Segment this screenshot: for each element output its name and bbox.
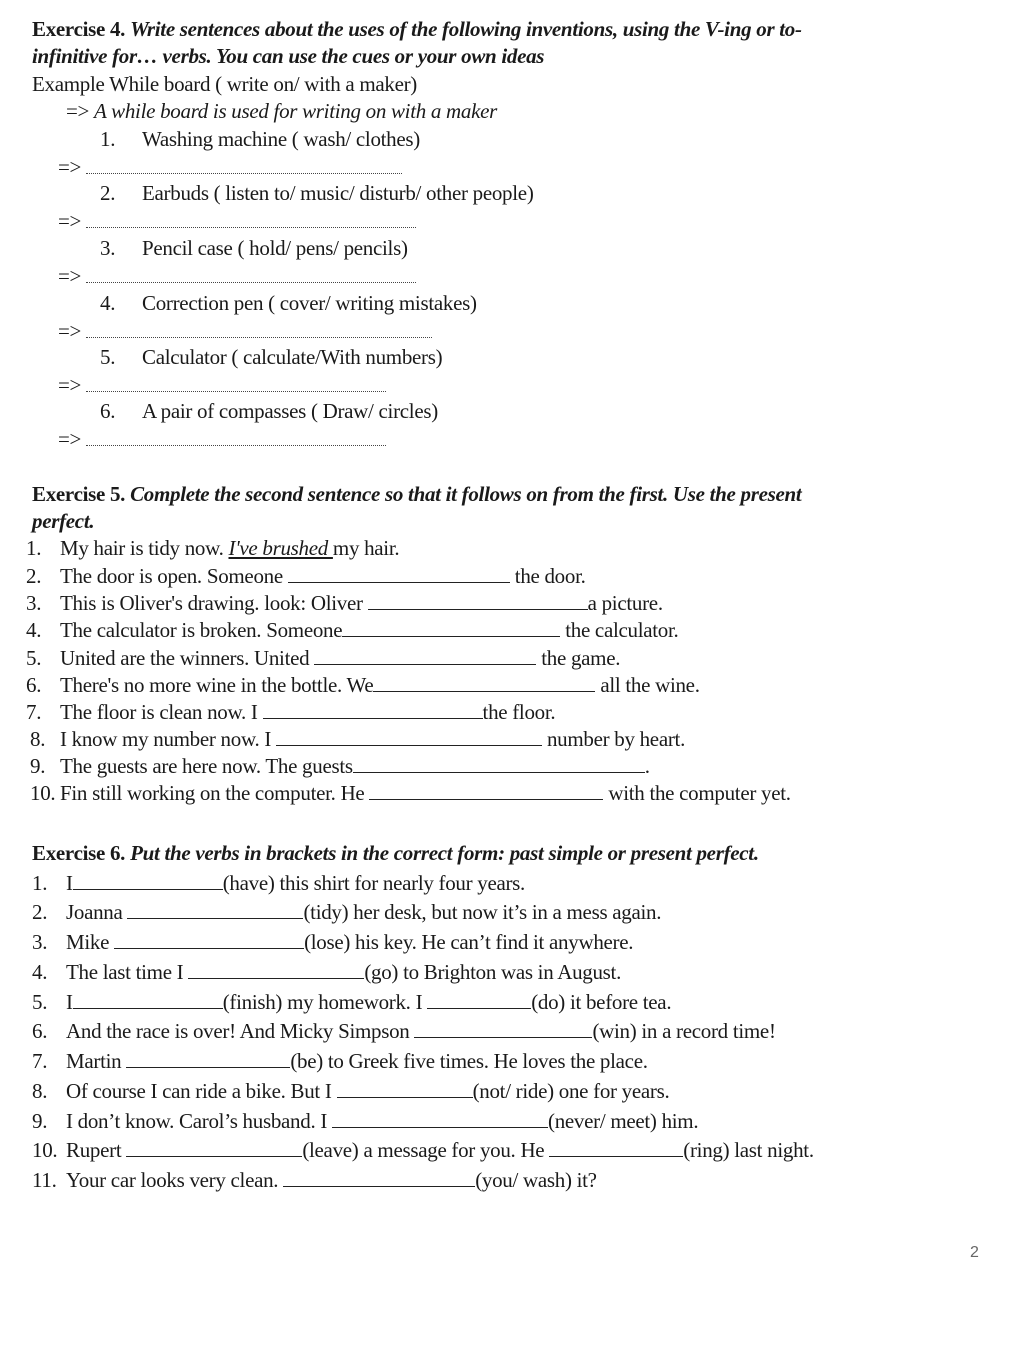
ex5-item-text: Fin still working on the computer. He bbox=[60, 781, 370, 805]
answer-blank[interactable] bbox=[353, 754, 645, 773]
ex4-item-text: Washing machine ( wash/ clothes) bbox=[142, 127, 420, 151]
ex5-instruction-2: perfect. bbox=[32, 509, 95, 533]
ex6-item-number: 11. bbox=[32, 1168, 57, 1192]
ex6-item-text: (finish) my homework. I bbox=[222, 990, 428, 1014]
ex6-item bbox=[32, 1167, 597, 1193]
ex4-item-text: Earbuds ( listen to/ music/ disturb/ other people) bbox=[142, 181, 534, 205]
ex5-item-text: My hair is tidy now. bbox=[60, 536, 229, 560]
ex5-item-number: 4. bbox=[26, 618, 42, 642]
ex6-item-number: 1. bbox=[32, 871, 48, 895]
ex5-item bbox=[26, 672, 700, 698]
ex5-item-text: the game. bbox=[536, 646, 621, 670]
answer-blank[interactable] bbox=[263, 700, 483, 719]
ex6-item-text: Your car looks very clean. bbox=[66, 1168, 284, 1192]
ex4-example-label: Example While board ( write on/ with a maker) bbox=[32, 72, 417, 96]
answer-blank[interactable] bbox=[86, 377, 386, 392]
ex4-item-text: Pencil case ( hold/ pens/ pencils) bbox=[142, 236, 408, 260]
ex5-item-text: The floor is clean now. I bbox=[60, 700, 263, 724]
answer-arrow: => bbox=[58, 264, 82, 288]
ex6-item-text: (win) in a record time! bbox=[592, 1019, 776, 1043]
ex5-item-number: 2. bbox=[26, 564, 42, 588]
answer-blank[interactable] bbox=[373, 673, 595, 692]
ex5-item-number: 3. bbox=[26, 591, 42, 615]
answer-blank[interactable] bbox=[86, 323, 432, 338]
ex5-heading bbox=[32, 481, 801, 507]
ex4-item bbox=[100, 126, 420, 152]
ex6-heading bbox=[32, 840, 759, 866]
ex4-instruction-2: infinitive for… verbs. You can use the cues or your own ideas bbox=[32, 44, 545, 68]
answer-blank[interactable] bbox=[549, 1138, 683, 1157]
answer-blank[interactable] bbox=[337, 1079, 473, 1098]
answer-blank[interactable] bbox=[127, 900, 303, 919]
ex6-item-number: 5. bbox=[32, 990, 48, 1014]
answer-arrow: => bbox=[58, 155, 82, 179]
ex6-item-text: Martin bbox=[66, 1049, 127, 1073]
ex6-item-text: (never/ meet) him. bbox=[548, 1109, 699, 1133]
ex5-item-text: . bbox=[644, 754, 650, 778]
ex4-answer-line[interactable] bbox=[58, 318, 432, 344]
ex5-item-text: a picture. bbox=[587, 591, 663, 615]
ex6-item-number: 7. bbox=[32, 1049, 48, 1073]
ex5-item-number: 5. bbox=[26, 646, 42, 670]
ex6-item-text: (be) to Greek five times. He loves the place. bbox=[290, 1049, 648, 1073]
ex6-item bbox=[32, 1048, 648, 1074]
ex4-answer-line[interactable] bbox=[58, 208, 416, 234]
ex4-answer-line[interactable] bbox=[58, 426, 386, 452]
ex5-item-number: 7. bbox=[26, 700, 42, 724]
ex5-item-text: with the computer yet. bbox=[603, 781, 791, 805]
ex4-answer-line[interactable] bbox=[58, 372, 386, 398]
answer-blank[interactable] bbox=[86, 268, 416, 283]
ex6-item bbox=[32, 1078, 669, 1104]
ex5-item bbox=[30, 780, 791, 806]
answer-blank[interactable] bbox=[342, 618, 560, 637]
ex4-item-number: 1. bbox=[100, 127, 116, 151]
ex5-item-text: my hair. bbox=[332, 536, 400, 560]
ex6-item-text: I bbox=[66, 990, 73, 1014]
ex6-item-text: Joanna bbox=[66, 900, 128, 924]
ex4-item bbox=[100, 290, 477, 316]
ex5-item-number: 10. bbox=[30, 781, 56, 805]
answer-blank[interactable] bbox=[86, 159, 402, 174]
ex5-item bbox=[26, 535, 399, 561]
ex5-item-text: This is Oliver's drawing. look: Oliver bbox=[60, 591, 368, 615]
ex6-instruction: Put the verbs in brackets in the correct form: past simple or present perfect. bbox=[130, 841, 759, 865]
ex5-item bbox=[26, 563, 586, 589]
answer-arrow: => bbox=[58, 209, 82, 233]
ex5-item-number: 9. bbox=[30, 754, 46, 778]
ex5-item-text: The guests are here now. The guests bbox=[60, 754, 353, 778]
answer-blank[interactable] bbox=[73, 990, 223, 1009]
ex4-answer-line[interactable] bbox=[58, 263, 416, 289]
ex4-item-text: Calculator ( calculate/With numbers) bbox=[142, 345, 443, 369]
ex6-item-text: Of course I can ride a bike. But I bbox=[66, 1079, 337, 1103]
ex6-item-text: (lose) his key. He can’t find it anywhere. bbox=[304, 930, 634, 954]
ex5-item bbox=[26, 617, 679, 643]
ex4-item-text: A pair of compasses ( Draw/ circles) bbox=[142, 399, 438, 423]
ex6-item-text: (you/ wash) it? bbox=[475, 1168, 597, 1192]
ex4-heading bbox=[32, 16, 802, 42]
ex6-item bbox=[32, 929, 633, 955]
ex5-item-text: the floor. bbox=[482, 700, 556, 724]
ex6-item bbox=[32, 989, 671, 1015]
answer-blank[interactable] bbox=[276, 727, 542, 746]
ex4-item bbox=[100, 398, 438, 424]
ex6-item-text: (do) it before tea. bbox=[531, 990, 672, 1014]
answer-blank[interactable] bbox=[86, 213, 416, 228]
ex5-example-answer: I've brushed bbox=[228, 536, 333, 560]
ex6-item-text: And the race is over! And Micky Simpson bbox=[66, 1019, 415, 1043]
ex4-item-number: 3. bbox=[100, 236, 116, 260]
answer-arrow: => bbox=[58, 373, 82, 397]
ex6-item bbox=[32, 870, 525, 896]
answer-blank[interactable] bbox=[86, 431, 386, 446]
ex5-item-text: all the wine. bbox=[595, 673, 700, 697]
answer-blank[interactable] bbox=[288, 564, 510, 583]
ex5-item bbox=[30, 753, 650, 779]
ex4-item-number: 6. bbox=[100, 399, 116, 423]
ex5-item bbox=[26, 699, 555, 725]
ex5-item-text: number by heart. bbox=[542, 727, 686, 751]
ex4-example-answer-line bbox=[66, 98, 497, 124]
ex6-item-number: 2. bbox=[32, 900, 48, 924]
ex5-item-number: 8. bbox=[30, 727, 46, 751]
ex4-answer-line[interactable] bbox=[58, 154, 402, 180]
answer-blank[interactable] bbox=[369, 781, 603, 800]
ex6-item bbox=[32, 959, 621, 985]
answer-blank[interactable] bbox=[188, 960, 364, 979]
ex6-item bbox=[32, 899, 661, 925]
ex4-item-text: Correction pen ( cover/ writing mistakes) bbox=[142, 291, 477, 315]
ex5-item-number: 1. bbox=[26, 536, 42, 560]
ex5-item-text: There's no more wine in the bottle. We bbox=[60, 673, 374, 697]
ex5-item-number: 6. bbox=[26, 673, 42, 697]
ex6-item-text: (leave) a message for you. He bbox=[302, 1138, 550, 1162]
ex5-item-text: The door is open. Someone bbox=[60, 564, 288, 588]
ex4-item bbox=[100, 235, 408, 261]
ex6-item bbox=[32, 1018, 776, 1044]
answer-blank[interactable] bbox=[427, 990, 531, 1009]
answer-blank[interactable] bbox=[126, 1049, 290, 1068]
answer-blank[interactable] bbox=[73, 871, 223, 890]
ex6-item-number: 6. bbox=[32, 1019, 48, 1043]
ex6-item-text: (go) to Brighton was in August. bbox=[364, 960, 622, 984]
ex6-item-number: 10. bbox=[32, 1138, 58, 1162]
ex4-example-answer: A while board is used for writing on with a maker bbox=[94, 99, 498, 123]
ex5-item-text: United are the winners. United bbox=[60, 646, 315, 670]
page-number: 2 bbox=[970, 1244, 979, 1261]
ex4-item-number: 4. bbox=[100, 291, 116, 315]
ex6-item-text: I don’t know. Carol’s husband. I bbox=[66, 1109, 332, 1133]
answer-arrow: => bbox=[58, 319, 82, 343]
ex6-item-text: Rupert bbox=[66, 1138, 127, 1162]
ex6-item-text: (ring) last night. bbox=[683, 1138, 814, 1162]
ex5-title: Exercise 5. bbox=[32, 482, 126, 506]
answer-blank[interactable] bbox=[126, 1138, 302, 1157]
ex6-item-number: 9. bbox=[32, 1109, 48, 1133]
ex6-title: Exercise 6. bbox=[32, 841, 126, 865]
answer-blank[interactable] bbox=[332, 1109, 548, 1128]
ex6-item-text: (tidy) her desk, but now it’s in a mess again. bbox=[303, 900, 662, 924]
ex6-item-number: 3. bbox=[32, 930, 48, 954]
ex6-item-text: I bbox=[66, 871, 73, 895]
answer-blank[interactable] bbox=[283, 1168, 475, 1187]
answer-arrow: => bbox=[58, 427, 82, 451]
ex6-item-text: (not/ ride) one for years. bbox=[472, 1079, 670, 1103]
ex4-item-number: 5. bbox=[100, 345, 116, 369]
ex6-item-text: Mike bbox=[66, 930, 115, 954]
ex6-item-text: (have) this shirt for nearly four years. bbox=[222, 871, 526, 895]
ex5-item bbox=[26, 590, 663, 616]
ex5-item-text: the door. bbox=[509, 564, 586, 588]
ex6-item-text: The last time I bbox=[66, 960, 189, 984]
ex4-instruction-1: Write sentences about the uses of the following inventions, using the V-ing or to- bbox=[130, 17, 802, 41]
ex4-title: Exercise 4. bbox=[32, 17, 126, 41]
ex6-item bbox=[32, 1137, 814, 1163]
ex4-item bbox=[100, 180, 534, 206]
answer-blank[interactable] bbox=[368, 591, 588, 610]
ex5-item-text: The calculator is broken. Someone bbox=[60, 618, 343, 642]
ex5-item bbox=[30, 726, 685, 752]
ex4-example-arrow: => bbox=[66, 99, 90, 123]
ex5-item bbox=[26, 645, 620, 671]
answer-blank[interactable] bbox=[414, 1019, 592, 1038]
ex5-item-text: I know my number now. I bbox=[60, 727, 276, 751]
answer-blank[interactable] bbox=[314, 646, 536, 665]
ex5-instruction-1: Complete the second sentence so that it follows on from the first. Use the present bbox=[130, 482, 802, 506]
ex4-item-number: 2. bbox=[100, 181, 116, 205]
ex6-item-number: 8. bbox=[32, 1079, 48, 1103]
ex5-item-text: the calculator. bbox=[560, 618, 679, 642]
answer-blank[interactable] bbox=[114, 930, 304, 949]
ex4-item bbox=[100, 344, 442, 370]
ex6-item bbox=[32, 1108, 698, 1134]
ex6-item-number: 4. bbox=[32, 960, 48, 984]
